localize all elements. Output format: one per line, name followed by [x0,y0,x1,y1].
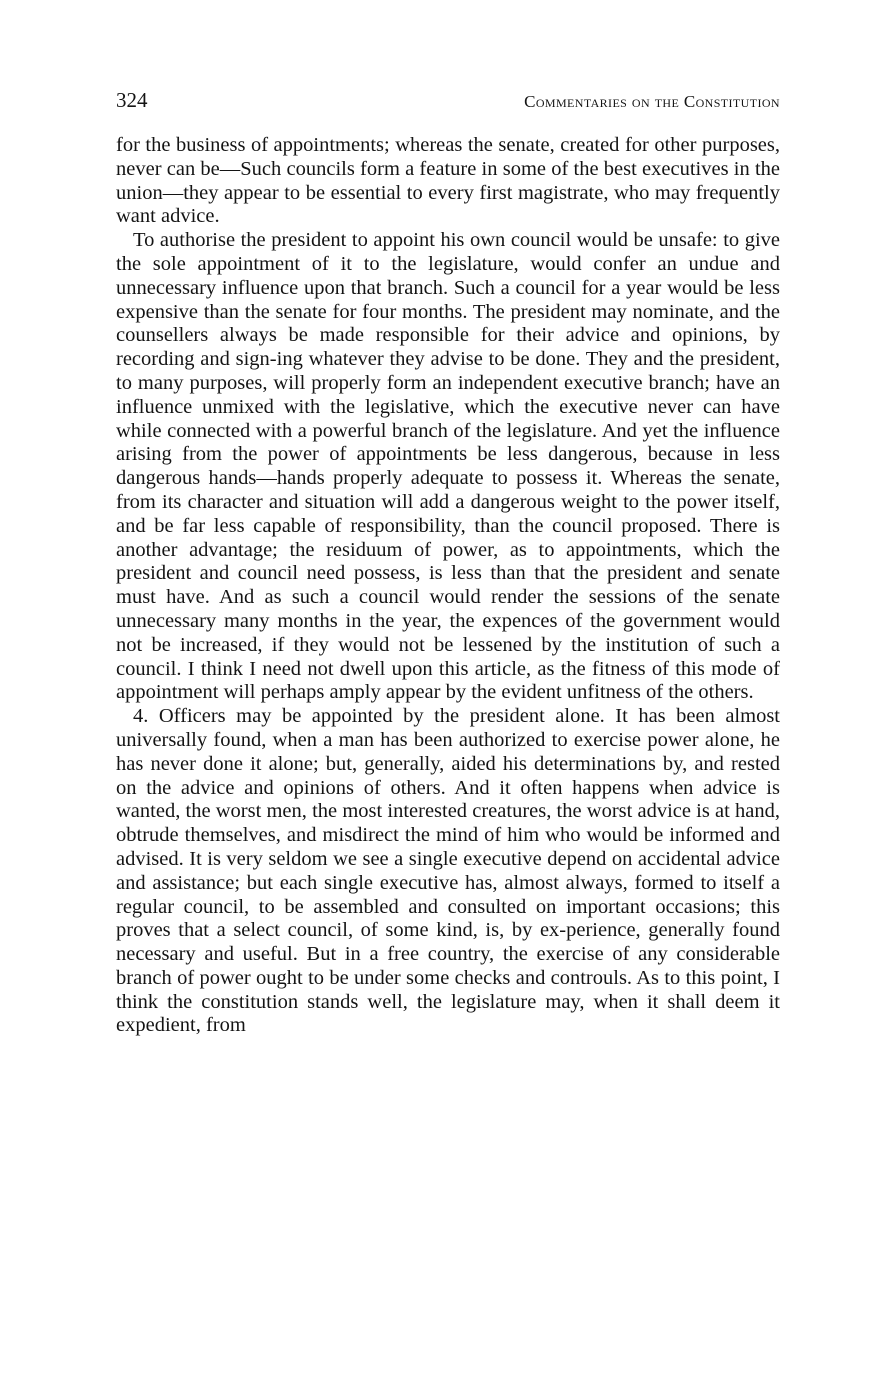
running-title: Commentaries on the Constitution [524,92,780,111]
body-text [116,134,780,1038]
page-number: 324 [116,88,148,112]
paragraph-president-alone: 4. Officers may be appointed by the president alone. It has been almost universally found, when a man has been authorized to exercise power alone, he has never done it alone; but, generally, aided his determinations by, and rested on the advice and opinions of others. And it often happens when advice is wanted, the worst men, the most interested creatures, the worst advice is at hand, obtrude themselves, and misdirect the mind of him who would be informed and advised. It is very seldom we see a single executive depend on accidental advice and assistance; but each single executive has, almost always, formed to itself a regular council, to be assembled and consulted on important occasions; this proves that a select council, of some kind, is, by ex-perience, generally found necessary and useful. But in a free country, the exercise of any considerable branch of power ought to be under some checks and controuls. As to this point, I think the constitution stands well, the legislature may, when it shall deem it expedient, from [116,705,780,1037]
book-page [116,88,780,1038]
paragraph-continuation: for the business of appointments; whereas the senate, created for other purposes, never can be—Such councils form a feature in some of the best executives in the union—they appear to be essential to every first magistrate, who may frequently want advice. [116,134,780,228]
running-head [116,88,780,118]
paragraph-council-appointment: To authorise the president to appoint his own council would be unsafe: to give the sole appointment of it to the legislature, would confer an undue and unnecessary influence upon that branch. Such a council for a year would be less expensive than the senate for four months. The president may nominate, and the counsellers always be made responsible for their advice and opinions, by recording and sign-ing whatever they advise to be done. They and the president, to many purposes, will properly form an independent executive branch; have an influence unmixed with the legislative, which the executive never can have while connected with a powerful branch of the legislature. And yet the influence arising from the power of appointments be less dangerous, because in less dangerous hands—hands properly adequate to possess it. Whereas the senate, from its character and situation will add a dangerous weight to the power itself, and be far less capable of responsibility, than the council proposed. There is another advantage; the residuum of power, as to appointments, which the president and council need possess, is less than that the president and senate must have. And as such a council would render the sessions of the senate unnecessary many months in the year, the expences of the government would not be increased, if they would not be lessened by the institution of such a council. I think I need not dwell upon this article, as the fitness of this mode of appointment will perhaps amply appear by the evident unfitness of the others. [116,229,780,704]
